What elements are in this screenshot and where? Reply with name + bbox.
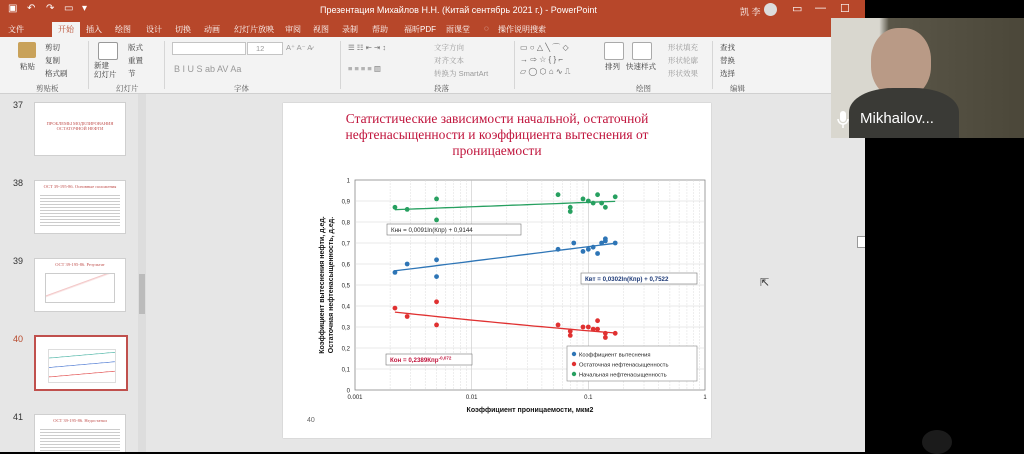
ribbon-tabs (0, 21, 865, 37)
data-point (568, 333, 573, 338)
slide-number: 40 (307, 417, 315, 424)
trendline-exponent: -0,072 (438, 355, 452, 361)
ribbon-display-icon[interactable]: ▭ (792, 3, 803, 15)
shape-fill-button[interactable]: 形状填充 (668, 43, 698, 52)
format-painter-button[interactable]: 格式刷 (45, 69, 68, 78)
group-divider (514, 41, 515, 89)
data-point (603, 239, 608, 244)
thumbnail-number: 37 (13, 100, 24, 110)
shapes-gallery[interactable]: ▭ ○ △ ╲ ⌒ ◇ → ⇨ ☆ { } ⌐ ▱ ◯ ⬡ ⌂ ∿ ⎍ (520, 43, 571, 76)
slide-thumbnail[interactable] (34, 180, 126, 234)
trendline-equation: Кон = 0,2389Кпр$^{-0,072}$ (390, 355, 452, 364)
slide-title[interactable]: Статистические зависимости начальной, остаточной нефтенасыщенности и коэффициента вытеснения от проницаемости (345, 111, 649, 158)
thumbnail-scrollbar[interactable] (138, 94, 146, 452)
customize-quick-access-icon[interactable]: ▾ (82, 3, 88, 14)
trendline-equation: Квт = 0,0302ln(Кпр) + 0,7522 (585, 276, 669, 283)
legend-marker (572, 362, 576, 366)
slide-thumbnail[interactable] (34, 102, 126, 156)
thumbnail-title: ПРОБЛЕМЫ МОДЕЛИРОВАНИЯ ОСТАТОЧНОЙ НЕФТИ (46, 121, 114, 131)
data-point (556, 323, 561, 328)
data-point (434, 257, 439, 262)
data-point (595, 251, 600, 256)
data-point (586, 325, 591, 330)
new-slide-button[interactable]: 新建 幻灯片 (94, 61, 117, 79)
y-tick-label: 0,6 (341, 262, 350, 269)
x-tick-label: 0.1 (584, 395, 593, 401)
drawing-group-label: 绘图 (636, 84, 651, 93)
thumbnail-text-lines (40, 427, 120, 452)
data-point (568, 209, 573, 214)
group-divider (164, 41, 165, 89)
tell-me-search[interactable]: 操作说明搜索 (498, 25, 546, 34)
data-point (599, 201, 604, 206)
font-group-label: 字体 (234, 84, 249, 93)
x-tick-label: 1 (703, 395, 707, 401)
slide-scrollbar[interactable] (856, 94, 865, 452)
shape-outline-button[interactable]: 形状轮廓 (668, 56, 698, 65)
data-point (434, 323, 439, 328)
thumbnail-title: ОСТ 39-195-86. Результат (55, 262, 105, 267)
save-icon[interactable]: ▣ (8, 3, 18, 14)
data-point (556, 192, 561, 197)
redo-icon[interactable]: ↷ (46, 3, 55, 14)
data-point (405, 207, 410, 212)
slide-thumbnail-pane (0, 94, 138, 452)
user-name[interactable]: 凯 李 (740, 7, 761, 17)
ribbon (0, 37, 865, 94)
new-slide-icon[interactable] (98, 42, 118, 60)
font-size-value: 12 (256, 44, 265, 53)
y-tick-label: 0 (346, 388, 350, 395)
y-tick-label: 0,8 (341, 220, 350, 227)
font-style-icons[interactable]: B I U S ab AV Aa (174, 64, 242, 74)
thumbnail-title: ОСТ 39-195-86. Основные положения (43, 184, 117, 189)
mouse-cursor: ⇱ (760, 277, 770, 289)
toolbar-icon[interactable] (922, 430, 952, 454)
data-point (591, 245, 596, 250)
font-size-icons[interactable]: A⁺ A⁻ A̷ (286, 43, 313, 52)
data-point (591, 201, 596, 206)
x-tick-label: 0.01 (465, 395, 478, 401)
slides-group-label: 幻灯片 (116, 84, 139, 93)
group-divider (88, 41, 89, 89)
paste-icon[interactable] (18, 42, 36, 58)
cut-button[interactable]: 剪切 (45, 43, 60, 52)
participant-name: Mikhailov... (860, 110, 934, 127)
y-tick-label: 0,3 (341, 325, 350, 332)
tab-home[interactable]: 开始 (52, 22, 80, 37)
x-tick-label: 0.001 (347, 395, 363, 401)
editing-group-label: 编辑 (730, 84, 745, 93)
trendline-equation: Кнн = 0,0091ln(Кпр) + 0,9144 (391, 227, 473, 234)
tab-file[interactable]: 文件 (8, 25, 24, 34)
tab-design[interactable]: 设计 (146, 25, 162, 34)
tab-help[interactable]: 帮助 (372, 25, 388, 34)
quick-styles-button[interactable]: 快速样式 (626, 62, 656, 71)
data-point (613, 331, 618, 336)
data-point (595, 192, 600, 197)
data-point (613, 241, 618, 246)
permeability-chart[interactable] (283, 103, 711, 438)
y-axis-label: Коэффициент вытеснения нефти, д.ед. (319, 216, 326, 354)
thumbnail-chart (48, 349, 116, 383)
data-point (405, 314, 410, 319)
group-divider (340, 41, 341, 89)
legend-label: Начальная нефтенасыщенность (579, 372, 667, 379)
convert-smartart-button[interactable]: 转换为 SmartArt (434, 69, 489, 78)
tab-view[interactable]: 视图 (313, 25, 329, 34)
y-tick-label: 0,4 (341, 304, 350, 311)
data-point (434, 197, 439, 202)
window-title: Презентация Михайлов Н.Н. (Китай сентябрь 2021 г.) - PowerPoint (320, 5, 597, 15)
tab-draw[interactable]: 绘图 (115, 25, 131, 34)
y-tick-label: 0,7 (341, 241, 350, 248)
thumbnail-number: 41 (13, 412, 24, 422)
data-point (586, 199, 591, 204)
thumbnail-title: ОСТ 39-195-86. Недостатки (53, 418, 107, 423)
data-point (603, 205, 608, 210)
y-tick-label: 0,2 (341, 346, 350, 353)
title-bar (0, 0, 865, 21)
x-axis-label: Коэффициент проницаемости, мкм2 (466, 407, 594, 414)
slide-thumbnail[interactable] (34, 258, 126, 312)
avatar[interactable] (764, 3, 777, 16)
paste-button[interactable]: 粘贴 (20, 62, 35, 71)
y-tick-label: 1 (346, 178, 350, 185)
section-button[interactable]: 节 (128, 69, 136, 78)
reset-button[interactable]: 重置 (128, 56, 143, 65)
thumbnail-chart (45, 273, 115, 303)
paragraph-group-label: 段落 (434, 84, 449, 93)
data-point (568, 329, 573, 334)
data-point (581, 325, 586, 330)
thumbnail-number: 40 (13, 334, 24, 344)
data-point (434, 274, 439, 279)
data-point (393, 270, 398, 275)
legend-marker (572, 372, 576, 376)
quick-styles-icon[interactable] (632, 42, 652, 60)
undo-icon[interactable]: ↶ (27, 3, 36, 14)
align-text-button[interactable]: 对齐文本 (434, 56, 464, 65)
tab-rain-classroom[interactable]: 雨课堂 (446, 25, 470, 34)
select-button[interactable]: 选择 (720, 69, 735, 78)
data-point (393, 205, 398, 210)
clipboard-group-label: 剪贴板 (36, 84, 59, 93)
layout-button[interactable]: 版式 (128, 43, 143, 52)
scrollbar-thumb[interactable] (139, 274, 145, 314)
find-button[interactable]: 查找 (720, 43, 735, 52)
y-tick-label: 0,5 (341, 283, 350, 290)
tab-foxit-pdf[interactable]: 福昕PDF (404, 25, 436, 34)
slide-thumbnail[interactable] (34, 414, 126, 452)
list-icons[interactable]: ☰ ☷ ⇤ ⇥ ↕ (348, 43, 387, 52)
legend-marker (572, 352, 576, 356)
font-family-field[interactable] (172, 42, 246, 55)
data-point (591, 327, 596, 332)
legend-label: Коэффициент вытеснения (579, 352, 651, 359)
scrollbar-thumb[interactable] (857, 236, 865, 248)
replace-button[interactable]: 替换 (720, 56, 735, 65)
lightbulb-icon: ◌ (484, 24, 489, 33)
slideshow-icon[interactable]: ▭ (64, 3, 74, 14)
text-direction-button[interactable]: 文字方向 (434, 43, 464, 52)
tab-slideshow[interactable]: 幻灯片放映 (234, 25, 274, 34)
y-tick-label: 0,9 (341, 199, 350, 206)
data-point (586, 247, 591, 252)
data-point (405, 262, 410, 267)
arrange-icon[interactable] (604, 42, 624, 60)
alignment-icons[interactable]: ≡ ≡ ≡ ≡ ▥ (348, 64, 381, 73)
tab-review[interactable]: 审阅 (285, 25, 301, 34)
y-axis-label-secondary: Остаточная нефтенасыщенность, д.ед. (328, 216, 335, 354)
data-point (393, 306, 398, 311)
tab-transitions[interactable]: 切换 (175, 25, 191, 34)
thumbnail-text-lines (40, 193, 120, 227)
microphone-icon (836, 110, 850, 130)
copy-button[interactable]: 复制 (45, 56, 60, 65)
arrange-button[interactable]: 排列 (605, 62, 620, 71)
data-point (434, 299, 439, 304)
tab-record[interactable]: 录制 (342, 25, 358, 34)
y-tick-label: 0,1 (341, 367, 350, 374)
data-point (568, 205, 573, 210)
font-size-field[interactable] (247, 42, 283, 55)
group-divider (712, 41, 713, 89)
tab-animations[interactable]: 动画 (204, 25, 220, 34)
minimize-icon[interactable]: — (815, 2, 826, 14)
data-point (595, 327, 600, 332)
data-point (581, 249, 586, 254)
tab-insert[interactable]: 插入 (86, 25, 102, 34)
data-point (595, 318, 600, 323)
data-point (581, 197, 586, 202)
legend-label: Остаточная нефтенасыщенность (579, 362, 669, 369)
data-point (613, 194, 618, 199)
current-slide[interactable] (283, 103, 711, 438)
thumbnail-number: 38 (13, 178, 24, 188)
thumbnail-number: 39 (13, 256, 24, 266)
data-point (434, 218, 439, 223)
slide-thumbnail-selected[interactable] (34, 335, 128, 391)
data-point (603, 335, 608, 340)
shape-effects-button[interactable]: 形状效果 (668, 69, 698, 78)
maximize-icon[interactable]: ☐ (840, 3, 850, 15)
data-point (556, 247, 561, 252)
data-point (603, 331, 608, 336)
data-point (571, 241, 576, 246)
